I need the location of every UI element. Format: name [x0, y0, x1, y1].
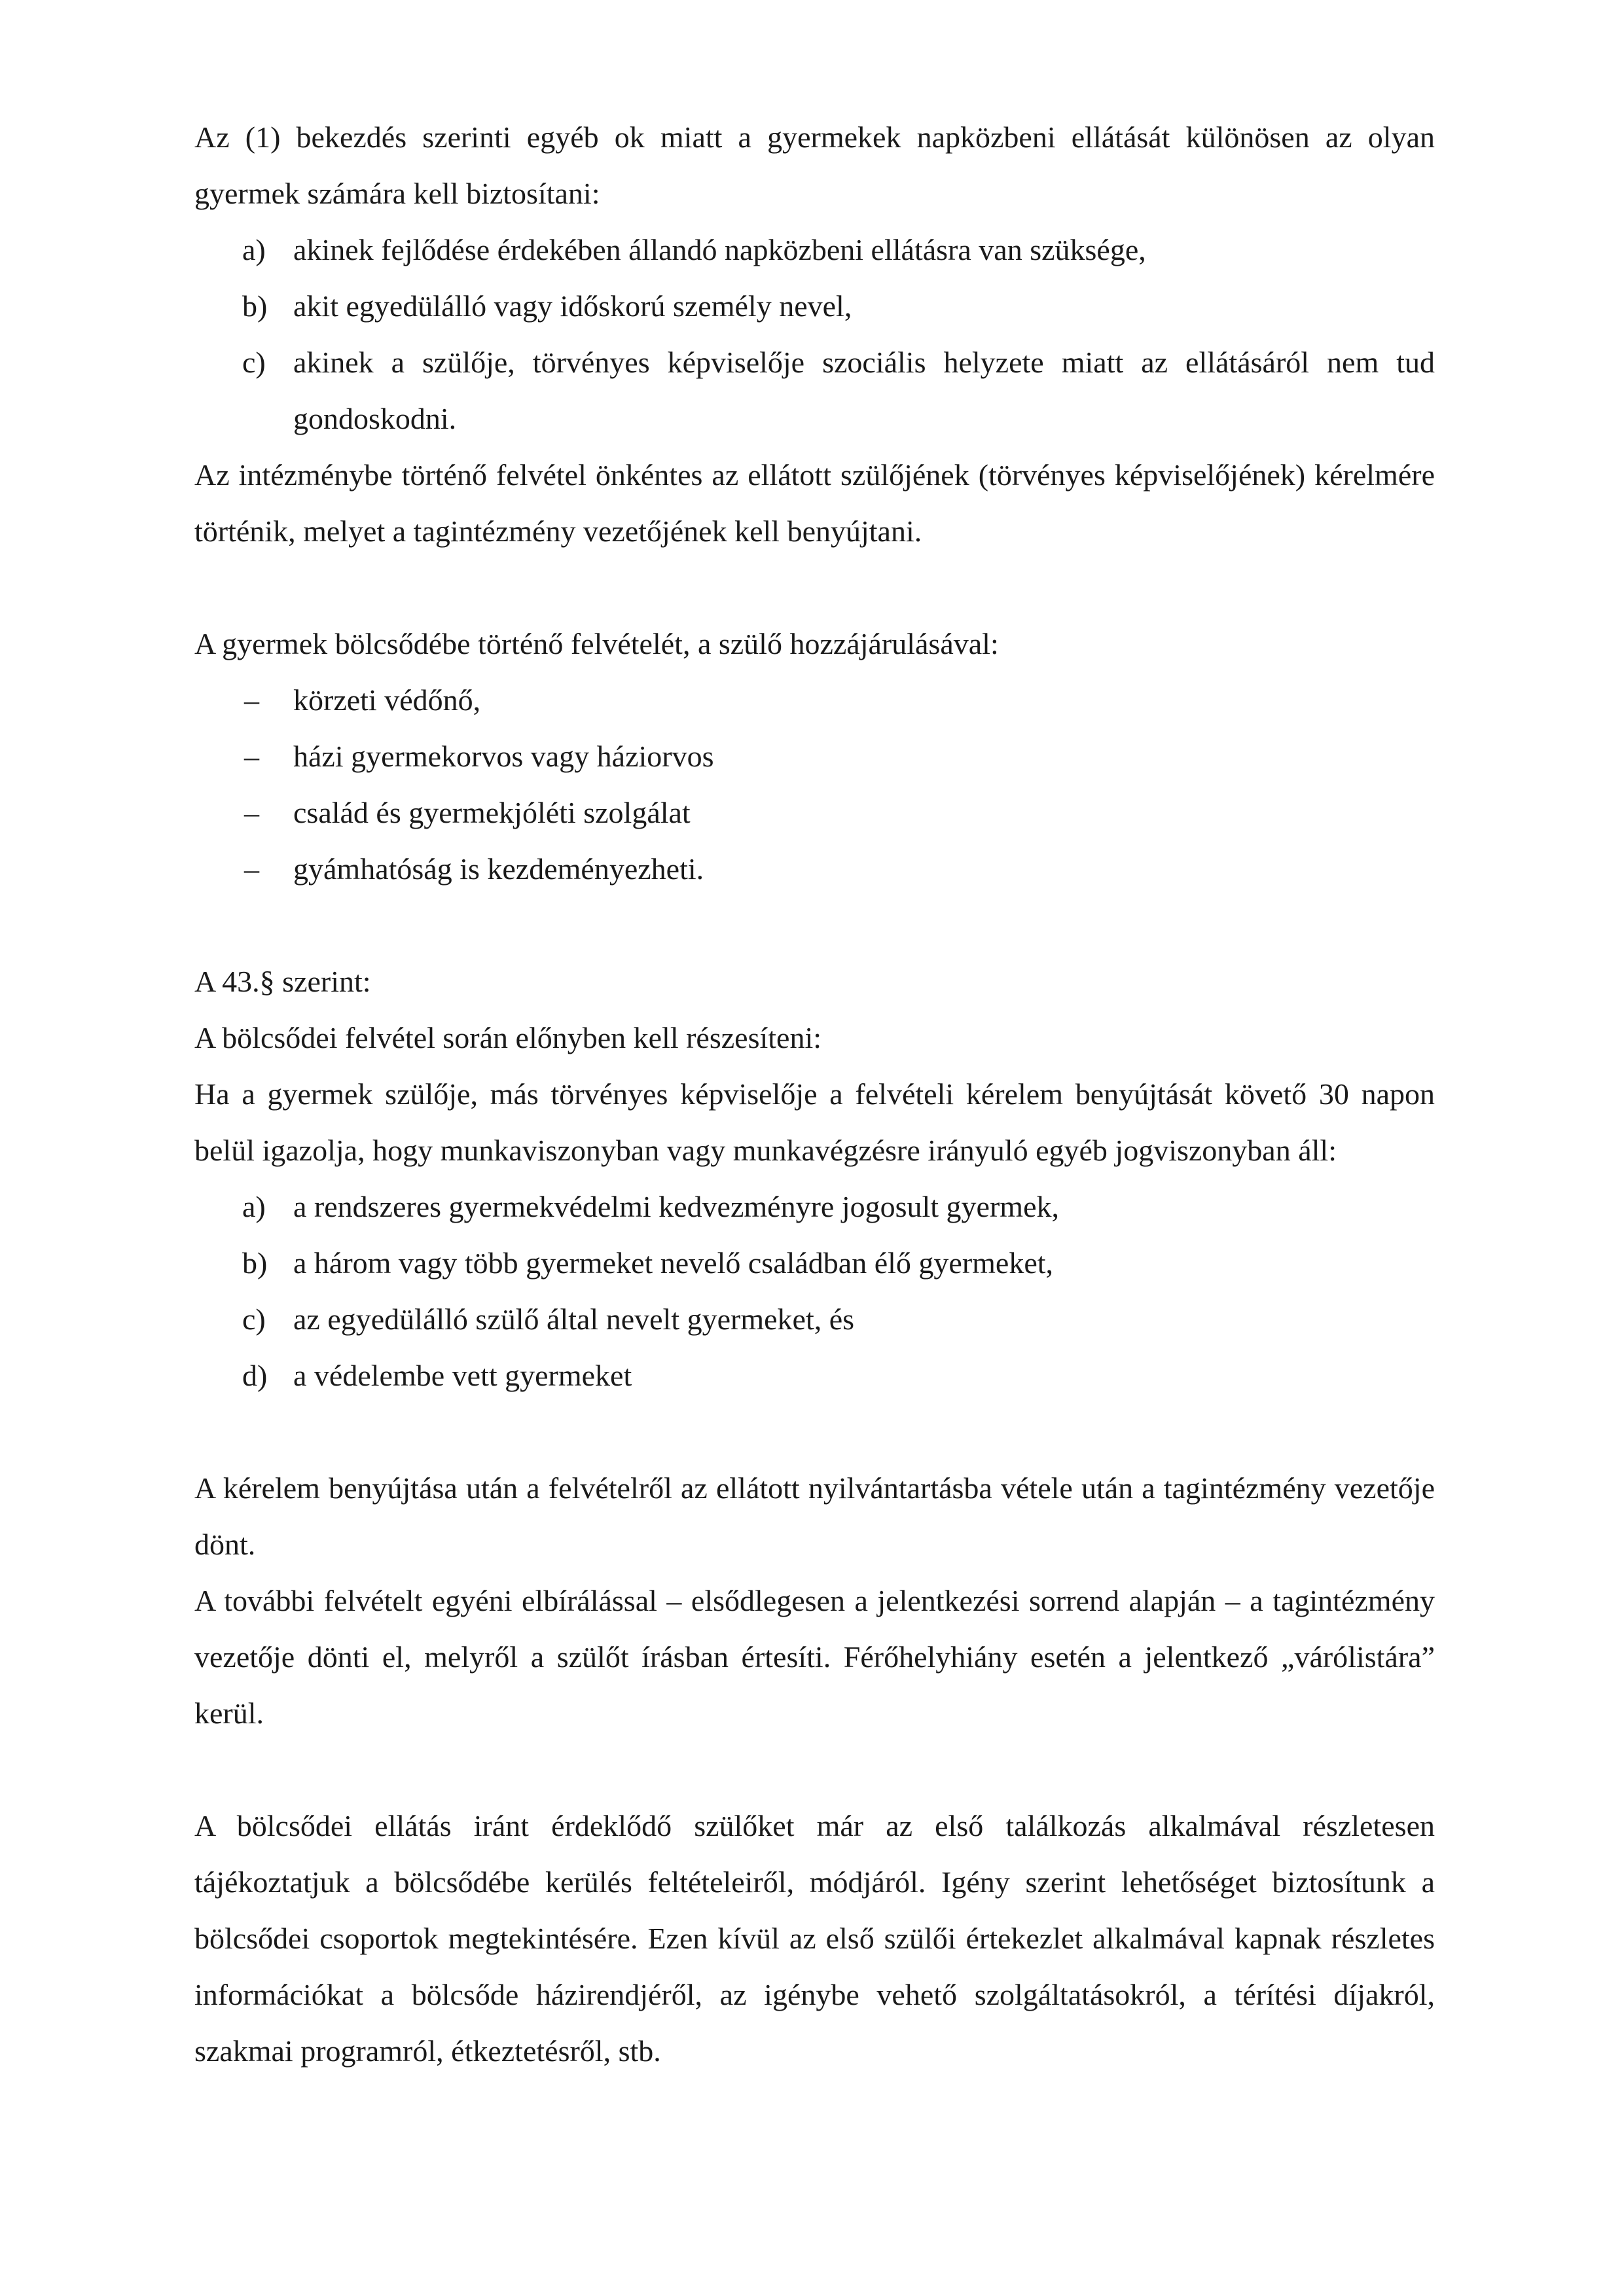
list-item: [194, 1179, 1435, 1235]
paragraph-gap: [194, 897, 1435, 954]
block3-list: [194, 1179, 1435, 1404]
list-item-text: körzeti védőnő,: [293, 683, 481, 717]
block1-list: [194, 222, 1435, 447]
list-item-text: család és gyermekjóléti szolgálat: [293, 796, 691, 829]
list-item-text: akinek a szülője, törvényes képviselője szociális helyzete miatt az ellátásáról nem tud gondoskodni.: [293, 346, 1435, 435]
list-item: [194, 1291, 1435, 1348]
list-item-text: a védelembe vett gyermeket: [293, 1359, 632, 1392]
block3-line2: A bölcsődei felvétel során előnyben kell részesíteni:: [194, 1021, 822, 1054]
block4-para2: A további felvételt egyéni elbírálással – elsődlegesen a jelentkezési sorrend alapján – a tagintézmény vezetője dönti el, melyről a szülőt írásban értesíti. Férőhelyhiány esetén a jelentkező „várólistára” kerül.: [194, 1584, 1435, 1730]
list-item-text: akit egyedülálló vagy időskorú személy nevel,: [293, 289, 852, 323]
list-item: [194, 278, 1435, 334]
list-item: [194, 334, 1435, 447]
list-item: [194, 1348, 1435, 1404]
list-marker: a): [242, 233, 266, 266]
list-item-text: az egyedülálló szülő által nevelt gyermeket, és: [293, 1302, 855, 1336]
list-item: [194, 672, 1435, 728]
list-item-text: házi gyermekorvos vagy háziorvos: [293, 740, 714, 773]
list-item: [194, 222, 1435, 278]
block2-intro: A gyermek bölcsődébe történő felvételét, a szülő hozzájárulásával:: [194, 627, 999, 660]
list-marker: d): [242, 1359, 268, 1392]
block1-after: Az intézménybe történő felvétel önkéntes az ellátott szülőjének (törvényes képviselőjének) kérelmére történik, melyet a tagintézmény vezetőjének kell benyújtani.: [194, 458, 1435, 548]
list-item: [194, 785, 1435, 841]
list-item-text: gyámhatóság is kezdeményezheti.: [293, 852, 704, 886]
list-marker: b): [242, 1246, 268, 1280]
document-page: [194, 109, 1435, 2079]
list-marker: c): [242, 1302, 266, 1336]
block3-para: Ha a gyermek szülője, más törvényes képviselője a felvételi kérelem benyújtását követő 30 napon belül igazolja, hogy munkaviszonyban vagy munkavégzésre irányuló egyéb jogviszonyban áll:: [194, 1077, 1435, 1167]
block3-heading: A 43.§ szerint:: [194, 965, 371, 998]
block1-intro: Az (1) bekezdés szerinti egyéb ok miatt a gyermekek napközbeni ellátását különösen az olyan gyermek számára kell biztosítani:: [194, 120, 1435, 210]
list-item: [194, 1235, 1435, 1291]
paragraph-gap: [194, 1742, 1435, 1798]
list-marker: c): [242, 346, 266, 379]
list-item: [194, 841, 1435, 897]
list-item-text: a rendszeres gyermekvédelmi kedvezményre jogosult gyermek,: [293, 1190, 1059, 1223]
list-marker: a): [242, 1190, 266, 1223]
block5-para: A bölcsődei ellátás iránt érdeklődő szülőket már az első találkozás alkalmával részletesen tájékoztatjuk a bölcsődébe kerülés feltételeiről, módjáról. Igény szerint lehetőséget biztosítunk a bölcsődei csoportok megtekintésére. Ezen kívül az első szülői értekezlet alkalmával kapnak részletes információkat a bölcsőde házirendjéről, az igénybe vehető szolgáltatásokról, a térítési díjakról, szakmai programról, étkeztetésről, stb.: [194, 1809, 1435, 2068]
list-marker: b): [242, 289, 268, 323]
dash-marker: –: [244, 740, 259, 773]
paragraph-gap: [194, 1404, 1435, 1460]
block2-list: [194, 672, 1435, 897]
dash-marker: –: [244, 852, 259, 886]
list-item-text: akinek fejlődése érdekében állandó napközbeni ellátásra van szüksége,: [293, 233, 1146, 266]
paragraph-gap: [194, 560, 1435, 616]
dash-marker: –: [244, 683, 259, 717]
list-item-text: a három vagy több gyermeket nevelő családban élő gyermeket,: [293, 1246, 1054, 1280]
list-item: [194, 728, 1435, 785]
dash-marker: –: [244, 796, 259, 829]
block4-para1: A kérelem benyújtása után a felvételről az ellátott nyilvántartásba vétele után a tagintézmény vezetője dönt.: [194, 1471, 1435, 1561]
